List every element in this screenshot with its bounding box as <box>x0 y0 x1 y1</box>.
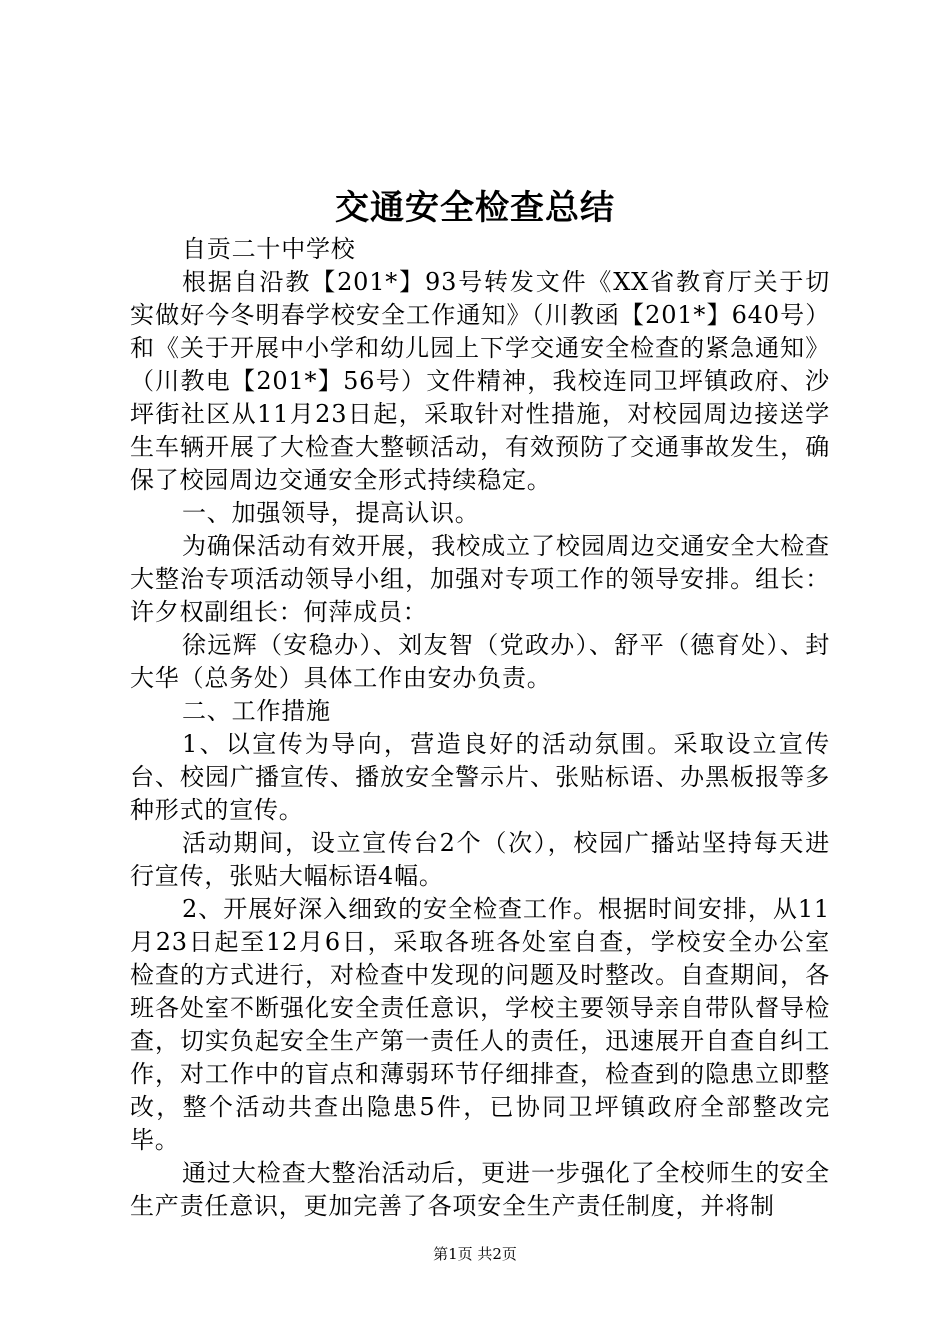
page-footer: 第1页 共2页 <box>433 1245 517 1263</box>
measure-1-paragraph: 1、以宣传为导向，营造良好的活动氛围。采取设立宣传台、校园广播宣传、播放安全警示片、张贴标语、办黑板报等多种形式的宣传。 <box>130 730 830 824</box>
intro-paragraph: 根据自沿教【201*】93号转发文件《XX省教育厅关于切实做好今冬明春学校安全工作通知》（川教函【201*】640号）和《关于开展中小学和幼儿园上下学交通安全检查的紧急通知》（川教电【201*】56号）文件精神，我校连同卫坪镇政府、沙坪街社区从11月23日起，采取针对性措施，对校园周边接送学生车辆开展了大检查大整顿活动，有效预防了交通事故发生，确保了校园周边交通安全形式持续稳定。 <box>130 268 830 494</box>
conclusion-paragraph: 通过大检查大整治活动后，更进一步强化了全校师生的安全生产责任意识，更加完善了各项安全生产责任制度，并将制 <box>130 1159 830 1220</box>
activity-paragraph: 活动期间，设立宣传台2个（次），校园广播站坚持每天进行宣传，张贴大幅标语4幅。 <box>130 829 830 890</box>
members-paragraph: 徐远辉（安稳办）、刘友智（党政办）、舒平（德育处）、封大华（总务处）具体工作由安办负责。 <box>130 631 830 692</box>
school-name: 自贡二十中学校 <box>182 235 356 263</box>
document-body <box>130 233 830 1223</box>
section-heading-2: 二、工作措施 <box>182 697 331 725</box>
leadership-paragraph: 为确保活动有效开展，我校成立了校园周边交通安全大检查大整治专项活动领导小组，加强对专项工作的领导安排。组长：许夕权副组长：何萍成员： <box>130 532 830 626</box>
section-heading-1: 一、加强领导，提高认识。 <box>182 499 480 527</box>
measure-2-paragraph: 2、开展好深入细致的安全检查工作。根据时间安排，从11月23日起至12月6日，采取各班各处室自查，学校安全办公室检查的方式进行，对检查中发现的问题及时整改。自查期间，各班各处室不断强化安全责任意识，学校主要领导亲自带队督导检查，切实负起安全生产第一责任人的责任，迅速展开自查自纠工作，对工作中的盲点和薄弱环节仔细排查，检查到的隐患立即整改，整个活动共查出隐患5件，已协同卫坪镇政府全部整改完毕。 <box>130 895 830 1154</box>
document-title: 交通安全检查总结 <box>335 188 615 228</box>
